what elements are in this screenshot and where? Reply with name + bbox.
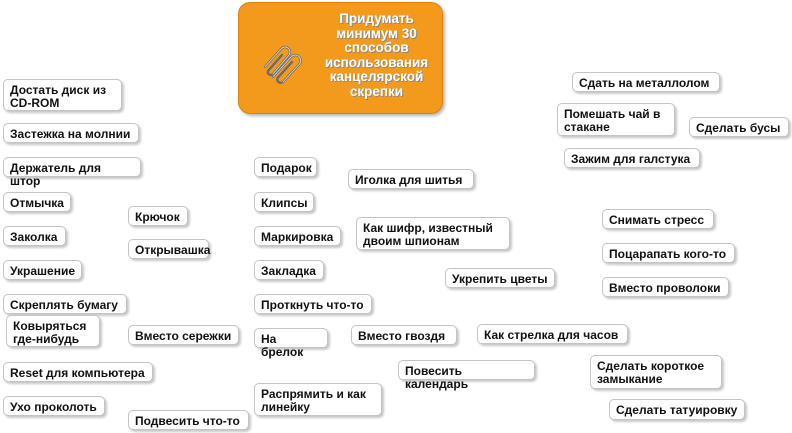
node-vmesto-gvozdya[interactable]: Вместо гвоздя — [351, 325, 457, 345]
node-derzhatel-shtor[interactable]: Держатель для штор — [3, 157, 141, 177]
node-zazhim-galstuka[interactable]: Зажим для галстука — [564, 148, 700, 168]
node-na-brelok[interactable]: На брелок — [254, 328, 328, 348]
node-vmesto-provoloki[interactable]: Вместо проволоки — [602, 277, 729, 297]
central-topic-title: Придумать минимум 30 способов использования канцелярской скрепки — [324, 11, 429, 99]
node-ukrepit-tsvety[interactable]: Укрепить цветы — [445, 268, 555, 288]
node-potsarapat[interactable]: Поцарапать кого-то — [602, 243, 735, 263]
node-podvesit[interactable]: Подвесить что-то — [128, 410, 249, 430]
node-ukho-prokolot[interactable]: Ухо проколоть — [3, 396, 105, 416]
node-korotkoe-zamykanie[interactable]: Сделать короткое замыкание — [590, 355, 722, 389]
node-snimat-stress[interactable]: Снимать стресс — [602, 209, 714, 229]
node-zakladka[interactable]: Закладка — [254, 260, 324, 280]
node-sdat-metallolom[interactable]: Сдать на металлолом — [572, 72, 720, 92]
node-otmychka[interactable]: Отмычка — [3, 192, 71, 212]
node-otkryvashka[interactable]: Открывашка — [128, 239, 209, 259]
node-kryuchok[interactable]: Крючок — [128, 206, 188, 226]
node-reset[interactable]: Reset для компьютера — [3, 362, 153, 382]
node-pomeshat-chay[interactable]: Помешать чай в стакане — [557, 103, 675, 136]
node-ukrashenie[interactable]: Украшение — [3, 260, 82, 280]
paperclip-icon — [259, 37, 305, 85]
central-topic[interactable] — [238, 2, 443, 114]
node-zastezhka[interactable]: Застежка на молнии — [3, 123, 139, 143]
node-podarok[interactable]: Подарок — [254, 157, 317, 177]
node-povesit-kalendar[interactable]: Повесить календарь — [398, 360, 535, 380]
node-klipsy[interactable]: Клипсы — [254, 192, 314, 212]
node-strelka[interactable]: Как стрелка для часов — [477, 324, 628, 344]
node-markirovka[interactable]: Маркировка — [254, 226, 341, 246]
node-protknut[interactable]: Проткнуть что-то — [254, 294, 372, 314]
node-skreplyat-bumagu[interactable]: Скреплять бумагу — [3, 294, 127, 314]
node-tatuirovka[interactable]: Сделать татуировку — [609, 399, 745, 420]
node-raspryamit[interactable]: Распрямить и как линейку — [254, 383, 382, 416]
node-zakolka[interactable]: Заколка — [3, 226, 66, 246]
node-igolka[interactable]: Иголка для шитья — [348, 169, 474, 189]
node-kovyryatsya[interactable]: Ковыряться где-нибудь — [6, 315, 100, 347]
node-vmesto-serezhki[interactable]: Вместо сережки — [128, 325, 239, 345]
node-dostat-disk[interactable]: Достать диск из CD-ROM — [3, 79, 122, 111]
node-shifr[interactable]: Как шифр, известный двоим шпионам — [356, 217, 510, 250]
node-sdelat-busy[interactable]: Сделать бусы — [689, 117, 789, 137]
